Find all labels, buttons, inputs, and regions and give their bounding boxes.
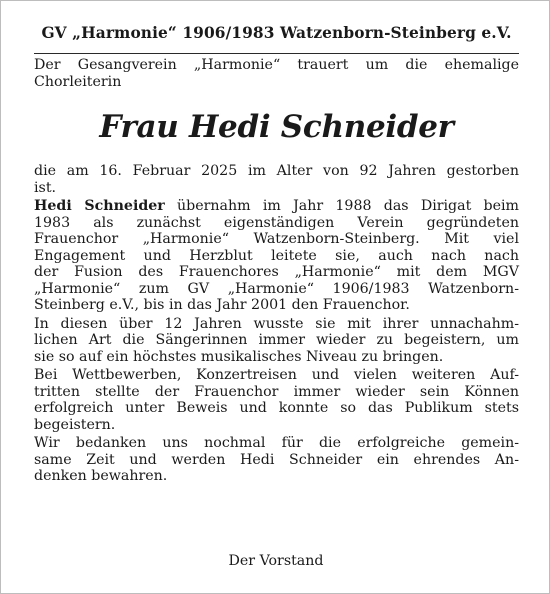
signature: Der Vorstand xyxy=(228,553,324,569)
text-line: die am 16. Februar 2025 im Alter von 92 Jahren gestorben xyxy=(34,163,519,179)
text-line: In diesen über 12 Jahren wusste sie mit ihrer unnachahm- xyxy=(34,315,519,332)
deceased-name: Frau Hedi Schneider xyxy=(99,109,454,145)
text-line: same Zeit und werden Hedi Schneider ein ehrendes An- xyxy=(34,451,519,468)
paragraph-thanks xyxy=(34,435,519,485)
association-title: GV „Harmonie“ 1906/1983 Watzenborn-Steinberg e.V. xyxy=(41,24,512,42)
text-line: lichen Art die Sängerinnen immer wieder zu begeistern, um xyxy=(34,332,519,348)
text-line: ist. xyxy=(34,179,57,196)
text-line: Steinberg e.V., bis in das Jahr 2001 den Frauenchor. xyxy=(34,297,410,313)
text-line: denken bewahren. xyxy=(34,468,168,484)
text-line: erfolgreich unter Beweis und konnte so das Publikum stets xyxy=(34,400,519,416)
intro-line: Der Gesangverein „Harmonie“ trauert um die ehemalige xyxy=(34,57,519,73)
text-line: tritten stellte der Frauenchor immer wieder sein Können xyxy=(34,383,519,400)
intro-line: Chorleiterin xyxy=(34,74,122,90)
highlighted-name: Hedi Schneider xyxy=(34,198,165,214)
text-line: Frauenchor „Harmonie“ Watzenborn-Steinberg. Mit viel xyxy=(34,231,519,247)
text-line: „Harmonie“ zum GV „Harmonie“ 1906/1983 Watzenborn- xyxy=(34,280,519,297)
text-fragment: übernahm im Jahr 1988 das Dirigat beim xyxy=(164,198,519,214)
paragraph-achievements xyxy=(34,316,519,366)
text-line: Bei Wettbewerben, Konzertreisen und vielen weiteren Auf- xyxy=(34,367,519,383)
intro-text xyxy=(34,57,519,91)
text-line: sie so auf ein höchstes musikalisches Niveau zu bringen. xyxy=(34,348,444,365)
notice-content xyxy=(34,23,519,487)
paragraph-career xyxy=(34,198,519,314)
text-line: begeistern. xyxy=(34,416,116,433)
text-line: 1983 als zunächst eigenständigen Verein gegründeten xyxy=(34,214,519,231)
text-line: der Fusion des Frauenchores „Harmonie“ mit dem MGV xyxy=(34,264,519,280)
text-line xyxy=(34,198,519,215)
obituary-body xyxy=(34,163,519,485)
text-line: Engagement und Herzblut leitete sie, auch nach nach xyxy=(34,247,519,264)
paragraph-competitions xyxy=(34,367,519,433)
text-line: Wir bedanken uns nochmal für die erfolgreiche gemein- xyxy=(34,435,519,451)
paragraph-death-date xyxy=(34,163,519,196)
